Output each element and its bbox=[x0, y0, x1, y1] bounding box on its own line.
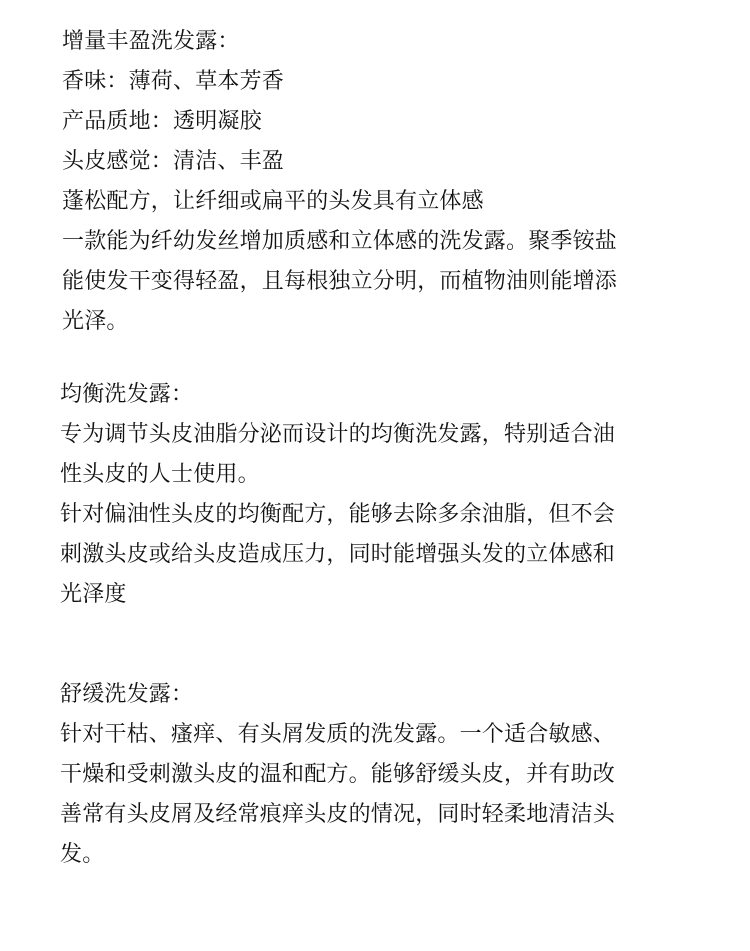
description-line: 一款能为纤幼发丝增加质感和立体感的洗发露。聚季铵盐 bbox=[62, 229, 618, 254]
description-line: 能使发干变得轻盈，且每根独立分明，而植物油则能增添 bbox=[62, 269, 618, 294]
description-line: 光泽度 bbox=[60, 582, 127, 607]
section-soothing-shampoo bbox=[60, 675, 700, 875]
description-line: 干燥和受刺激头皮的温和配方。能够舒缓头皮，并有助改 bbox=[60, 762, 616, 787]
formula-line: 蓬松配方，让纤细或扁平的头发具有立体感 bbox=[62, 189, 484, 214]
description-line: 刺激头皮或给头皮造成压力，同时能增强头发的立体感和 bbox=[60, 542, 616, 567]
description-line: 针对干枯、瘙痒、有头屑发质的洗发露。一个适合敏感、 bbox=[60, 722, 616, 747]
section-title: 舒缓洗发露： bbox=[60, 682, 194, 707]
description-line: 专为调节头皮油脂分泌而设计的均衡洗发露，特别适合油 bbox=[60, 422, 616, 447]
description-line: 性头皮的人士使用。 bbox=[60, 462, 260, 487]
scalp-feel-line: 头皮感觉：清洁、丰盈 bbox=[62, 149, 285, 174]
description-line: 善常有头皮屑及经常痕痒头皮的情况，同时轻柔地清洁头 bbox=[60, 802, 616, 827]
section-title: 均衡洗发露： bbox=[60, 382, 194, 407]
section-volume-shampoo bbox=[62, 22, 702, 342]
description-line: 发。 bbox=[60, 842, 105, 867]
description-line: 光泽。 bbox=[62, 309, 129, 334]
section-balancing-shampoo bbox=[60, 375, 700, 615]
texture-line: 产品质地：透明凝胶 bbox=[62, 109, 262, 134]
scent-line: 香味：薄荷、草本芳香 bbox=[62, 69, 285, 94]
section-title: 增量丰盈洗发露： bbox=[62, 29, 240, 54]
description-line: 针对偏油性头皮的均衡配方，能够去除多余油脂，但不会 bbox=[60, 502, 616, 527]
